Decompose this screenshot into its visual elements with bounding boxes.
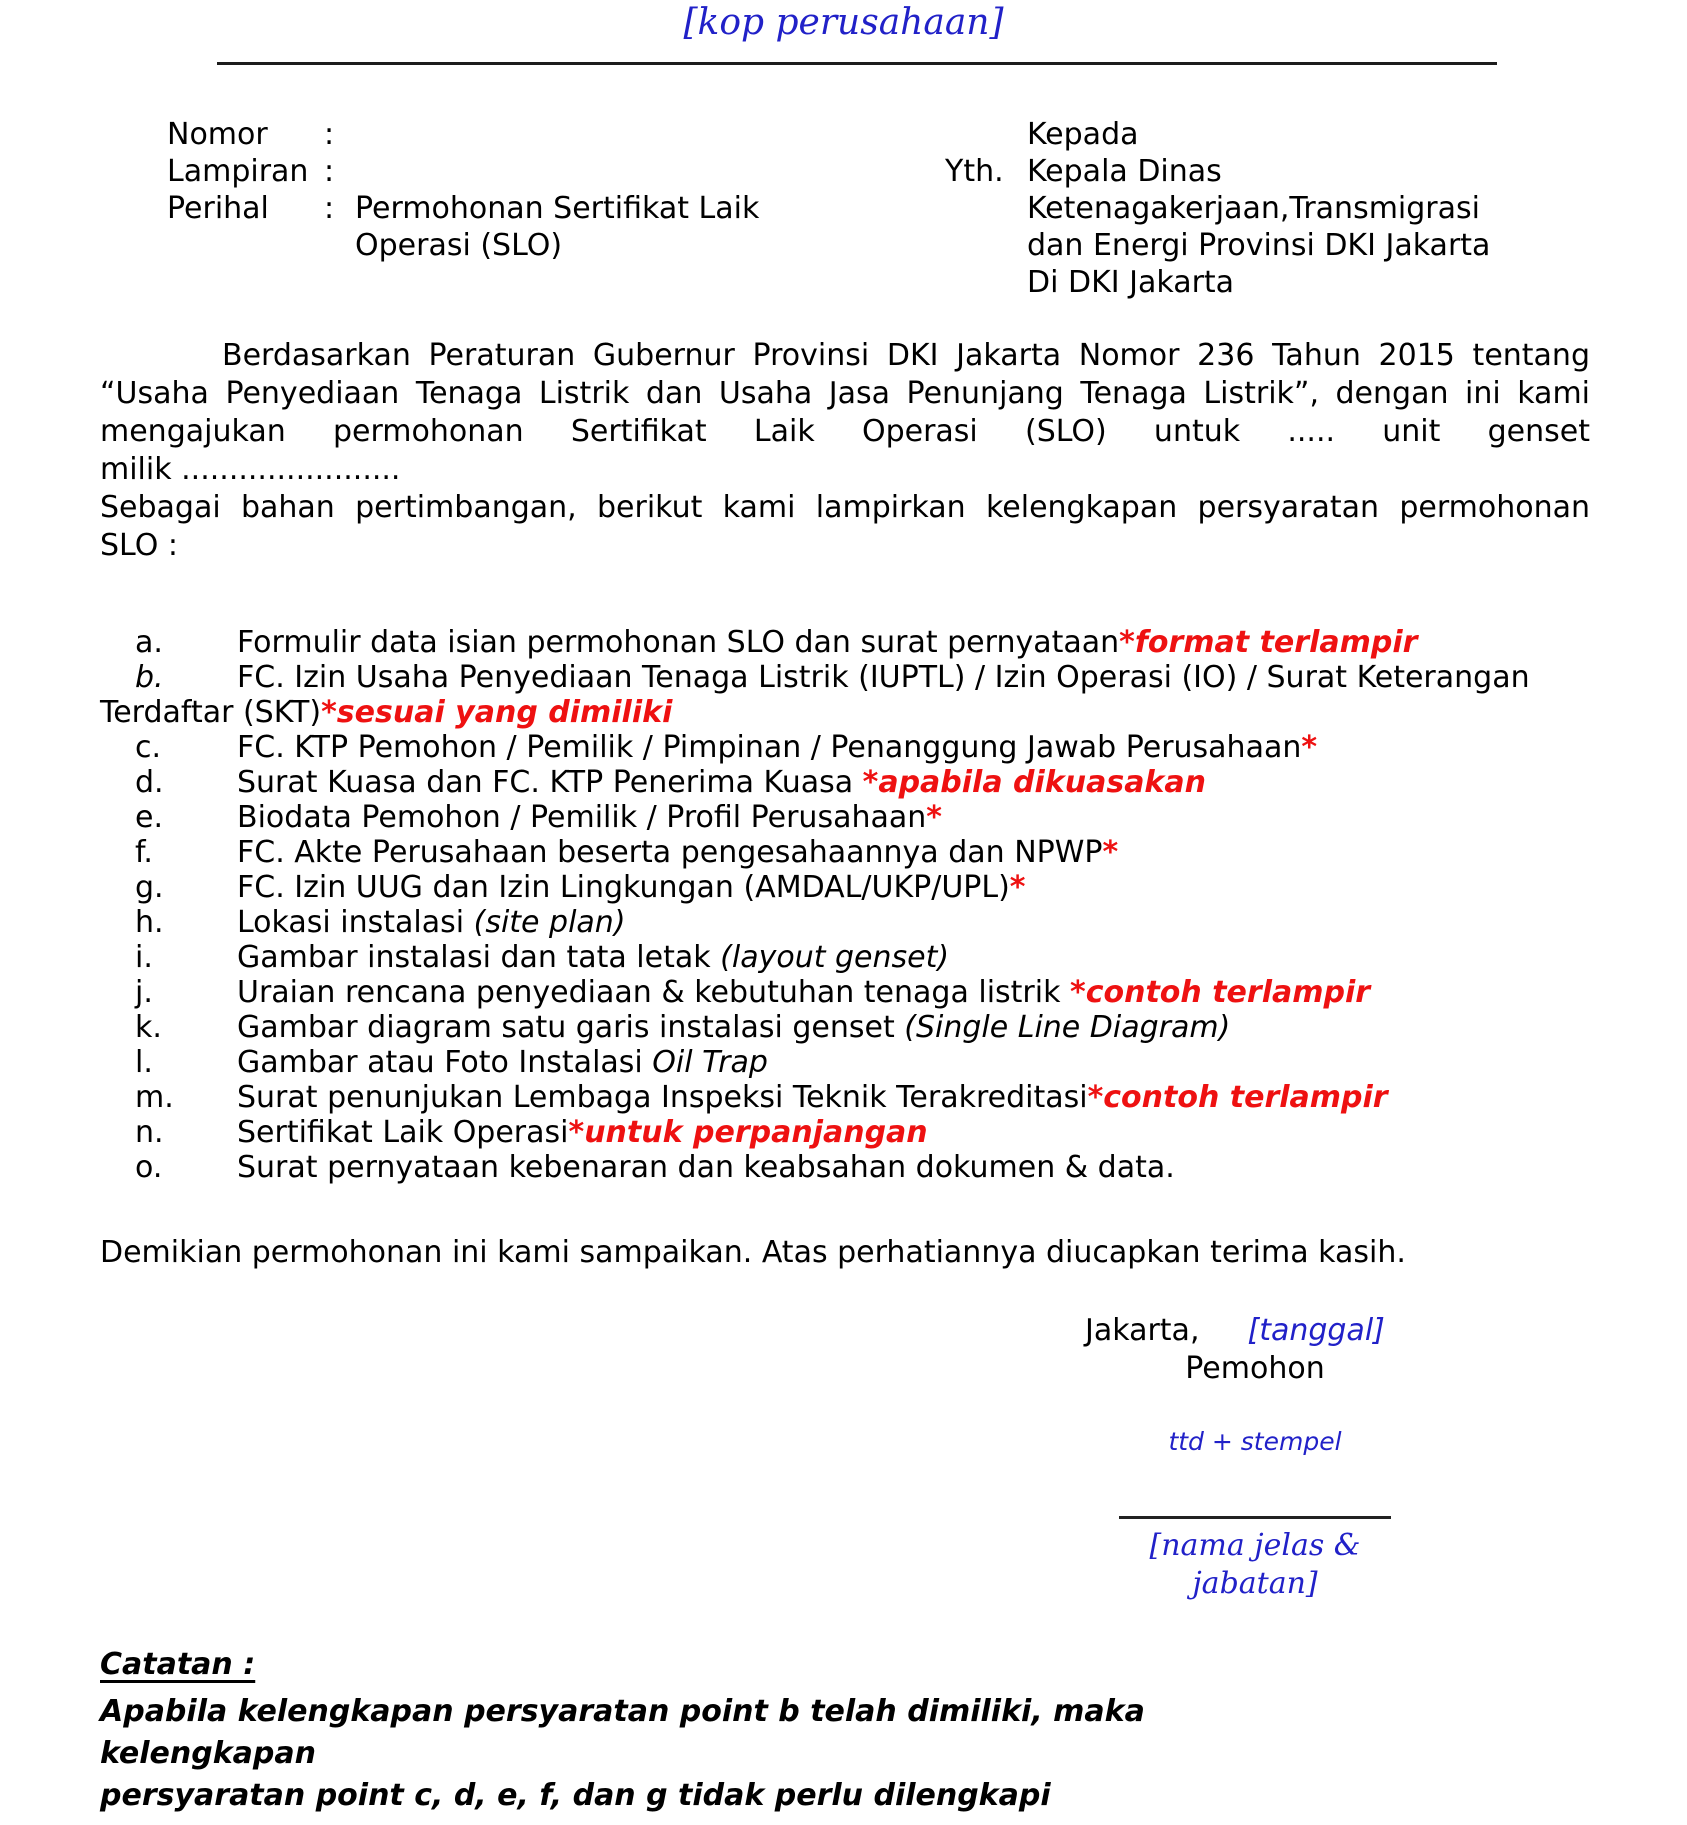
list-text: Sertifikat Laik Operasi [237, 1115, 569, 1150]
list-text: Gambar diagram satu garis instalasi genset [237, 1010, 905, 1045]
signature-block [1085, 1312, 1425, 1603]
list-item [100, 1150, 1590, 1185]
list-text: *contoh terlampir [1087, 1080, 1388, 1115]
closing-paragraph: Demikian permohonan ini kami sampaikan. Atas perhatiannya diucapkan terima kasih. [100, 1235, 1406, 1270]
perihal-colon: : [324, 191, 335, 226]
paragraph-line: Sebagai bahan pertimbangan, berikut kami lampirkan kelengkapan persyaratan permohonan [100, 490, 1590, 525]
signature-date-row [1085, 1312, 1425, 1350]
paragraph-line: milik ....................... [100, 452, 401, 487]
notes-title: Catatan : [100, 1647, 256, 1682]
list-marker: c. [135, 730, 162, 765]
list-marker: i. [135, 940, 153, 975]
perihal-value-wrap: Operasi (SLO) [355, 228, 563, 263]
notes-line: Apabila kelengkapan persyaratan point b telah dimiliki, maka kelengkapan [100, 1694, 1145, 1771]
notes-block [100, 1645, 1320, 1817]
list-item [100, 1080, 1590, 1115]
list-marker: m. [135, 1080, 174, 1115]
list-text: FC. KTP Pemohon / Pemilik / Pimpinan / Penanggung Jawab Perusahaan [237, 730, 1302, 765]
meta-row-perihal [167, 190, 759, 227]
recipient-line: dan Energi Provinsi DKI Jakarta [1027, 228, 1491, 263]
paragraph-line: Berdasarkan Peraturan Gubernur Provinsi DKI Jakarta Nomor 236 Tahun 2015 tentang [222, 338, 1590, 373]
list-text: *apabila dikuasakan [862, 765, 1206, 800]
list-text: * [1009, 870, 1026, 905]
list-text: FC. Izin Usaha Penyediaan Tenaga Listrik (IUPTL) / Izin Operasi (IO) / Surat Keterangan [237, 660, 1530, 695]
list-text: (Single Line Diagram) [904, 1010, 1231, 1045]
list-text: FC. Izin UUG dan Izin Lingkungan (AMDAL/UKP/UPL) [237, 870, 1010, 905]
list-item [100, 625, 1590, 660]
list-text: * [1301, 730, 1318, 765]
notes-line: persyaratan point c, d, e, f, dan g tidak perlu dilengkapi [100, 1778, 1051, 1813]
list-marker: d. [135, 765, 164, 800]
list-marker: g. [135, 870, 164, 905]
list-text: Lokasi instalasi [237, 905, 474, 940]
list-marker: j. [135, 975, 153, 1010]
recipient-block [945, 116, 1490, 301]
list-text: * [926, 800, 942, 835]
list-marker: e. [135, 800, 163, 835]
recipient-row [945, 153, 1490, 190]
list-text: Gambar atau Foto Instalasi [237, 1045, 653, 1080]
meta-row-nomor [167, 116, 759, 153]
list-item [100, 905, 1590, 940]
list-text: *format terlampir [1119, 625, 1418, 660]
kepada-label: Kepada [1027, 117, 1139, 152]
list-item [100, 695, 1590, 730]
letterhead-placeholder: [kop perusahaan] [683, 2, 1004, 43]
list-item [100, 1010, 1590, 1045]
list-marker: f. [135, 835, 153, 870]
requirements-list [100, 625, 1590, 1185]
paragraph-line: mengajukan permohonan Sertifikat Laik Operasi (SLO) untuk ..... unit genset [100, 414, 1590, 449]
list-marker: n. [135, 1115, 164, 1150]
list-text: Surat Kuasa dan FC. KTP Penerima Kuasa [237, 765, 863, 800]
signature-role: Pemohon [1185, 1351, 1325, 1386]
list-text: Biodata Pemohon / Pemilik / Profil Perusahaan [237, 800, 927, 835]
list-marker: o. [135, 1150, 163, 1185]
paragraph-line: SLO : [100, 528, 178, 563]
list-item [100, 1045, 1590, 1080]
list-text: *untuk perpanjangan [568, 1115, 928, 1150]
yth-label: Yth. [945, 154, 1004, 189]
list-text: *contoh terlampir [1070, 975, 1371, 1010]
list-text: * [1102, 835, 1119, 870]
signature-city: Jakarta, [1085, 1313, 1200, 1348]
list-item [100, 660, 1590, 695]
list-marker: l. [135, 1045, 153, 1080]
nomor-label: Nomor [167, 117, 268, 152]
list-text: FC. Akte Perusahaan beserta pengesahaannya dan NPWP [237, 835, 1103, 870]
list-text: (layout genset) [720, 940, 950, 975]
meta-row-lampiran [167, 153, 759, 190]
letterhead-divider [217, 62, 1497, 65]
list-text: Surat penunjukan Lembaga Inspeksi Teknik Terakreditasi [237, 1080, 1088, 1115]
list-item [100, 730, 1590, 765]
list-item [100, 940, 1590, 975]
list-marker: a. [135, 625, 163, 660]
signature-date-placeholder: [tanggal] [1247, 1313, 1385, 1348]
nomor-colon: : [324, 117, 335, 152]
lampiran-label: Lampiran [167, 154, 309, 189]
perihal-value: Permohonan Sertifikat Laik [355, 191, 760, 226]
recipient-line: Kepala Dinas [1027, 154, 1222, 189]
list-text: *sesuai yang dimiliki [321, 695, 673, 730]
recipient-line: Di DKI Jakarta [1027, 265, 1235, 300]
list-marker: b. [135, 660, 164, 695]
list-text: (site plan) [473, 905, 626, 940]
recipient-line: Ketenagakerjaan,Transmigrasi [1027, 191, 1480, 226]
signature-line [1119, 1516, 1391, 1519]
list-item [100, 975, 1590, 1010]
lampiran-colon: : [324, 154, 335, 189]
list-text: Surat pernyataan kebenaran dan keabsahan dokumen & data. [237, 1150, 1175, 1185]
list-item [100, 870, 1590, 905]
opening-paragraphs [100, 337, 1590, 565]
signature-ttd-note: ttd + stempel [1168, 1427, 1342, 1456]
paragraph-line: “Usaha Penyediaan Tenaga Listrik dan Usaha Jasa Penunjang Tenaga Listrik”, dengan ini kami [100, 376, 1590, 411]
list-text: Formulir data isian permohonan SLO dan surat pernyataan [237, 625, 1120, 660]
list-marker: h. [135, 905, 164, 940]
perihal-label: Perihal [167, 191, 269, 226]
list-item [100, 1115, 1590, 1150]
list-item [100, 835, 1590, 870]
list-item [100, 800, 1590, 835]
list-marker: k. [135, 1010, 162, 1045]
signature-name-placeholder: [nama jelas & jabatan] [1149, 1528, 1361, 1601]
letter-meta-block [167, 116, 759, 264]
list-text: Terdaftar (SKT) [100, 695, 322, 730]
list-text: Uraian rencana penyediaan & kebutuhan tenaga listrik [237, 975, 1071, 1010]
list-text: Gambar instalasi dan tata letak [237, 940, 721, 975]
list-text: Oil Trap [652, 1045, 768, 1080]
list-item [100, 765, 1590, 800]
